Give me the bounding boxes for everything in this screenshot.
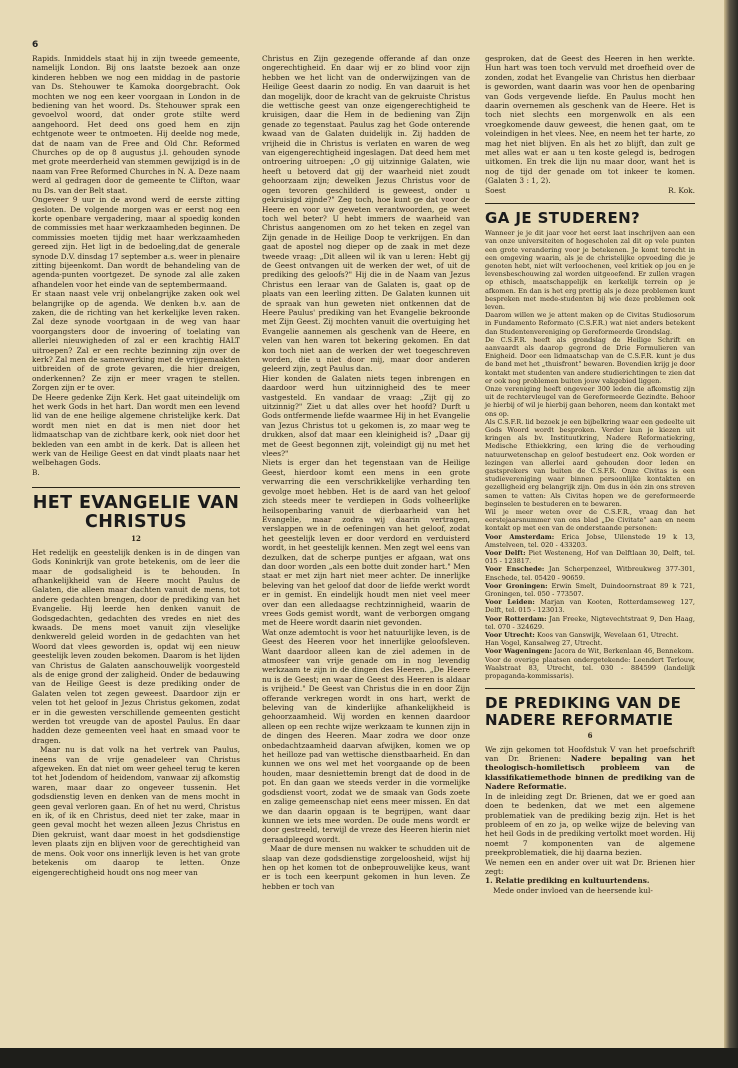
signature-name: R. Kok. <box>668 185 695 195</box>
section-heading: DE PREDIKING VAN DE NADERE REFORMATIE <box>485 694 682 730</box>
section-number: 6 <box>587 731 593 741</box>
contact-line: Voor Wageningen: Jacora de Wit, Berkenlaan 46, Bennekom. <box>485 647 694 656</box>
signature: B. <box>32 467 40 477</box>
paragraph: Daarom willen we je attent maken op de Civitas Studiosorum in Fundamento Reformato (C.S.F.R.) wat niet anders betekent dan Studentenvereniging op Gereformeerde Grondslag. <box>485 311 695 336</box>
contact-line: Voor Rotterdam: Jan Freeke, Nigtevechtstraat 9, Den Haag, tel. 070 - 324629. <box>485 614 695 631</box>
paragraph: De Heere gedenke Zijn Kerk. Het gaat uiteindelijk om het werk Gods in het hart. Dan wordt men een levend lid van de ene heilige algemene christelijke kerk. Dat wordt men niet en dat is men niet door het lidmaatschap van de zichtbare kerk, ook niet door het bekleden van een ambt in de kerk. Dat is alleen het werk van de Heilige Geest en dat vindt plaats naar het welbehagen Gods. <box>32 392 240 468</box>
section-heading: GA JE STUDEREN? <box>485 209 641 228</box>
paragraph: Wat onze ademtocht is voor het natuurlijke leven, is de Geest des Heeren voor het innerlijke geloofsleven. Want daardoor alleen kan de ziel ademen in de atmosfeer van vrije genade om in nog levendig werkzaam te zijn in de dingen des Heeren. „De Heere nu is de Geest; en waar de Geest des Heeren is aldaar is vrijheid." De Geest van Christus die in en door Zijn offerande verkregen wordt in ons hart, werkt de beleving van de kinderlijke afhankelijkheid is gehoorzaamheid. Wij worden en kennen daardoor alleen op een rechte wijze werkzaam te kunnen zijn in de dingen des Heeren. Maar zodra we door onze onbedachtzaamheid daarvan afwijken, komen we op het heilloze pad van wettische dienstbaarheid. En dan kunnen we ons wel met het voorgaande op de been houden, maar desniettemin brengt dat de dood in de pot. En dan gaan we steeds verder in die vormelijke godsdienst voort, zodat we de smaak van Gods zoete en zalige gemeenschap niet eens meer missen. En dat we dan daarin opgaan is te begrijpen, want daar kunnen we iets mee worden. De oude mens wordt er door gestreeld, terwijl de vreze des Heeren hierin niet geraadpleegd wordt. <box>262 627 470 844</box>
section-number: 12 <box>131 534 141 544</box>
signature-line <box>485 186 695 195</box>
page-number: 6 <box>32 40 39 50</box>
paragraph: De C.S.F.R. heeft als grondslag de Heilige Schrift en aanvaardt als daarop gegrond de Drie Formulieren van Enigheid. Door een lidmaatschap van de C.S.F.R. kunt je dus de band met het „thuisfront" bewaren. Bovendien krijg je door kontakt met studenten van andere studierichtingen te zien dat er ook nog problemen buiten jouw vakgebied liggen. <box>485 335 695 385</box>
paragraph: gesproken, dat de Geest des Heeren in hen werkte. Hun hart was toen toch vervuld met droefheid over de zonden, zodat het Evangelie van Christus hen dierbaar is geworden, want daarin was voor hen de openbaring van Gods vergevende liefde. En Paulus mocht hen daarin overnemen als geschenk van de Heere. Het is toch niet slechts een morgenwolk en als een vroegkomende dauw geweest, die henen gaat, om te voleindigen in het vlees. Nee, en neem het ter harte, zo mag het niet blijven. En als het zo blijft, dan zult ge met alles wat er aan u ten koste gelegd is, bedrogen uitkomen. En trek die lijn nu maar door, want het is nog de tijd der genade om tot inkeer te komen. (Galaten 3 : 1, 2). <box>485 54 695 186</box>
contact-line: Voor Delft: Piet Westeneng, Hof van Delftlaan 30, Delft, tel. 015 - 123817. <box>485 549 695 566</box>
paragraph: We zijn gekomen tot Hoofdstuk V van het proefschrift van Dr. Brienen: Nadere bepaling van het theologisch-homiletisch probleem van de klassifikatiemethode binnen de prediking van de Nadere Reformatie. <box>485 744 695 792</box>
divider <box>32 487 240 488</box>
studeren-article <box>485 229 695 680</box>
paragraph: Maar nu is dat volk na het vertrek van Paulus, ineens van de vrije genadeleer van Christus afgeweken. En dat niet om weer geheel terug te keren tot het Jodendom of heidendom, vanwaar zij afkomstig waren, maar daar zo ongeveer tussenin. Het godsdienstig leven en denken van de mens mocht in geen geval verloren gaan. En of het nu werd, Christus en ik, of ik en Christus, deed niet ter zake, maar in geen geval mocht het wezen alleen Jezus Christus en Dien gekruist, want daar moest in het godsdienstige leven plaats zijn en blijven voor de gerechtigheid van de mens. Ook voor ons innerlijk leven is het van grote betekenis om daarop te letten. Onze eigengerechtigheid houdt ons nog meer van <box>32 745 240 877</box>
paragraph: Niets is erger dan het tegenstaan van de Heilige Geest, hierdoor komt een mens in een grote verwarring die een verschrikkelijke verharding ten gevolge moet hebben. Het is de aard van het geloof zich steeds meer te verdiepen in Gods volheerlijke heilsopenbaring vanuit de dierbaarheid van het Evangelie, maar zodra wij daarin vertragen, verslappen we in de oefeningen van het geloof, zodat het geestelijk leven er door verdord en verduisterd wordt, in het geestelijk kennen. Men zegt wel eens van dezulken, dat de scherpe puntjes er afgaan, wat ons dan door worden „als een botte duit zonder hart." Men staat er met zijn hart niet meer achter. De innerlijke beleving van het geloof dat door de liefde werkt wordt er in gemist. En eindelijk houdt men niet veel meer over dan een alledaagse rechtzinnigheid, waarin de vrees Gods gemist wordt, want de verborgen omgang met de Heere wordt daarin niet gevonden. <box>262 458 470 628</box>
scan-edge <box>0 1048 738 1068</box>
section-heading: HET EVANGELIE VAN CHRISTUS <box>32 493 240 533</box>
paragraph: Christus en Zijn gezegende offerande af dan onze ongerechtigheid. En daar wij er zo blind voor zijn hebben we het licht van de onderwijzingen van de Heilige Geest daarin zo nodig. En van daaruit is het dan mogelijk, door de kracht van de gekruiste Christus die wettische geest van onze eigengerechtigheid te kruisigen, daar die Hem in de bediening van Zijn genade zo tegenstaat. Paulus zag het Gode onterende kwaad van de Galaten duidelijk in. Zij hadden de vrijheid die in Christus is verlaten en waren de weg van eigengerechtigheid ingeslagen. Dat deed hem met ontroering uitroepen: „O gij uitzinnige Galaten, wie heeft u betoverd dat gij der waarheid niet zoudt gehoorzaam zijn; dewelken Jezus Christus voor de ogen tevoren geschilderd is geweest, onder u gekruisigd zijnde?" Zeg toch, hoe kunt ge dat voor de Heere en voor uw geweten verantwoorden, ge weet toch wel beter? U hebt immers de waarheid van Christus aangenomen om zo het teken en zegel van Zijn genade in de Heilige Doop te verkrijgen. En dan gaat de apostel nog dieper op de zaak in met deze tweede vraag: „Dit alleen wil ik van u leren: Hebt gij de Geest ontvangen uit de werken der wet, of uit de prediking des geloofs?" Hij die in de Naam van Jezus Christus een leraar van de Galaten is, gaat op de plaats van een leerling zitten. De Galaten kunnen uit de spraak van hun geweten niet ontkennen dat de Heere Paulus' prediking van het Evangelie bekroonde met Zijn Geest. Zij mochten vanuit die overtuiging het Evangelie aannemen als geschenk van de Heere, en velen van hen waren tot bekering gekomen. En dat kon toch niet aan de werken der wet toegeschreven worden, die u niet door mij, maar door anderen geleerd zijn, zegt Paulus dan. <box>262 54 470 374</box>
paragraph: We nemen een en ander over uit wat Dr. Brienen hier zegt: <box>485 857 695 876</box>
column-1 <box>32 54 240 877</box>
paragraph: Voor de overige plaatsen ondergetekende: Leendert Terlouw, Waalstraat 83, Utrecht, tel. 030 - 884599 (landelijk propaganda-kommissaris). <box>485 655 695 681</box>
paragraph: Wanneer je je dit jaar voor het eerst laat inschrijven aan een van onze universiteiten of hogescholen zal dit op vele punten een grote verandering voor je betekenen. Je komt terecht in een omgeving waarin, als je de christelijke opvoeding die je genoten hebt, niet wilt verloochenen, veel kritiek op jou en je levensbeschouwing zal worden uitgeoefend. Er zullen vragen op ethisch, maatschappelijk en kerkelijk terrein op je afkomen. En dan is het erg prettig als je deze problemen kunt bespreken met mede-studenten bij wie deze problemen ook leven. <box>485 229 695 311</box>
paragraph: Onze vereniging heeft ongeveer 300 leden die afkomstig zijn uit de rechtervleugel van de Gereformeerde Gezindte. Behoor je hierbij of wil je hierbij gaan behoren, neem dan kontakt met ons op. <box>485 384 695 418</box>
paragraph: Rapids. Inmiddels staat hij in zijn tweede gemeente, namelijk London. Bij ons laatste bezoek aan onze kinderen hebben we nog een middag in de pastorie van Ds. Stehouwer te Kamoka doorgebracht. Ook mochten we nog een keer voorgaan in London in de bediening van het woord. Ds. Stehouwer sprak een gevoelvol woord, dat onder grote stilte werd aangehoord. Het deed ons goed hem en zijn echtgenote weer te ontmoeten. Hij deelde nog mede, dat de naam van de Free and Old Chr. Reformed Churches op de op 8 augustus j.l. gehouden synode met grote meerderheid van stemmen gewijzigd is in de naam van Free Reformed Churches in N. A. Deze naam werd al gedragen door de gemeente te Clifton, waar nu Ds. van der Belt staat. <box>32 54 240 195</box>
contact-line: Voor Leiden: Marjan van Kooten, Rotterdamseweg 127, Delft, tel. 015 - 123013. <box>485 598 695 615</box>
paragraph: Hier konden de Galaten niets tegen inbrengen en daardoor werd hun uitzinnigheid des te meer vastgesteld. En vandaar de vraag: „Zijt gij zo uitzinnig?" Ziet u dat alles over het hoofd? Durft u Gods ontfermende liefde waarmee Hij in het Evangelie van Jezus Christus tot u gekomen is, zo maar weg te drukken, alsof dat maar een kleinigheid is? „Daar gij met de Geest begonnen zijt, voleindigt gij nu met het vlees?" <box>262 373 470 459</box>
contact-line: Han Vogel, Kansalweg 27, Utrecht. <box>485 639 603 648</box>
binding-spine <box>724 0 738 1068</box>
column-2 <box>262 54 470 891</box>
paragraph: Als C.S.F.R. lid bezoek je een bijbelkring waar een gedeelte uit Gods Woord wordt besproken. Verder kun je kiezen uit kringen als bv. Instituutkring, Nadere Reformatiekring, Medische Ethiekkring, een kring die de verhouding natuurwetenschap en geloof bestudeert enz. Ook worden er lezingen van allerlei aard gehouden door leden en gastsprekers van buiten de C.S.F.R. Onze Civitas is een studievereniging waar binnen persoonlijke kontakten en gezelligheid erg belangrijk zijn. Om dus in één zin ons streven samen te vatten: Als Civitas hopen we de gereformeerde beginselen te bestuderen en te bewaren. <box>485 417 695 508</box>
paragraph: In de inleiding zegt Dr. Brienen, dat we er goed aan doen te bedenken, dat we met een algemene problematiek van de prediking bezig zijn. Het is het probleem of en zo ja, op welke wijze de beleving van het heil Gods in de prediking vertolkt moet worden. Hij noemt 7 komponenten van de algemene preekproblematiek, die hij daarna bezien. <box>485 791 695 858</box>
divider <box>485 203 695 204</box>
paragraph: Mede onder invloed van de heersende kul- <box>493 885 653 895</box>
paragraph: Het redelijk en geestelijk denken is in de dingen van Gods Koninkrijk van grote betekenis, om de leer die maar de godsaligheid is te behouden. In afhankelijkheid van de Heere mocht Paulus de Galaten, die alleen maar dachten vanuit de mens, tot andere gedachten brengen, door de prediking van het Evangelie. Hij leerde hen denken vanuit de Godsgedachten, gedachten des vredes en niet des kwaads. De mens moet vanuit zijn vleselijke denkwereld geleid worden in de gedachten van het Woord dat vlees geworden is, opdat wij een nieuw geestelijk leven zouden bekomen. Daarom is het lijden van Christus de Galaten aanschouwelijk voorgesteld als de enige grond der zaligheid. Onder de bedauwing van de Heilige Geest is deze prediking onder de Galaten velen tot zegen geweest. Daardoor zijn er velen tot het geloof in Jezus Christus gekomen, zodat er in die gewesten verschillende gemeenten gesticht werden tot vreugde van de apostel Paulus. En daar hadden deze gemeenten veel haat en smaad voor te dragen. <box>32 547 240 745</box>
column-3 <box>485 54 695 895</box>
signature-place: Soest <box>485 185 506 195</box>
subheading: 1. Relatie prediking en kultuurtendens. <box>485 876 650 886</box>
paragraph: Ongeveer 9 uur in de avond werd de eerste zitting gesloten. De volgende morgen was er eerst nog een korte openbare vergadering, maar al spoedig konden de commissies met haar werkzaamheden beginnen. De commissies moeten tijdig met haar werkzaamheden gereed zijn. Het ligt in de bedoeling,dat de generale synode D.V. dinsdag 17 september a.s. weer in plenaire zitting bijeenkomt. Dan wordt de behandeling van de agenda-punten voortgezet. De synode zal alle zaken afhandelen voor het einde van de septembermaand. <box>32 195 240 289</box>
contact-line: Voor Utrecht: Koos van Ganswijk, Wevelaan 61, Utrecht. <box>485 631 679 640</box>
paragraph: Maar de dure mensen nu wakker te schudden uit de slaap van deze godsdienstige zorgeloosheid, wijst hij hen op het komen tot de onbeprouwelijke keus, want er is toch een keerpunt gekomen in hun leven. Ze hebben er toch van <box>262 844 470 891</box>
contact-line: Voor Enschede: Jan Scherpenzeel, Witbreukweg 377-301, Enschede, tel. 05420 - 90659. <box>485 565 695 582</box>
contact-line: Voor Amsterdam: Erica Jobse, Uilenstede 19 k 13, Amstelveen, tel. 020 - 433203. <box>485 532 695 549</box>
paragraph: Wil je meer weten over de C.S.F.R., vraag dan het eerstejaarsnummer van ons blad „De Civitate" aan en neem kontakt op met een van de onderstaande personen: <box>485 508 695 533</box>
contact-line: Voor Groningen: Erwin Smelt, Duindoornstraat 89 k 721, Groningen, tel. 050 - 773507. <box>485 581 695 599</box>
divider <box>485 688 695 689</box>
paragraph: Er staan naast vele vrij onbelangrijke zaken ook wel belangrijke op de agenda. We denken b.v. aan de zaken, die de richting van het kerkelijke leven raken. Zal deze synode voortgaan in de weg van haar voorgangsters door de invoering of toelating van allerlei nieuwigheden of zal er een krachtig HALT uitroepen? Zal er een rechte bezinning zijn over de kerk? Zal men de samenwerking met de vrijgemaakten uitbreiden of de grote gevaren, die hier dreigen, onderkennen? Ze zijn er meer vragen te stellen. Zorgen zijn er te over. <box>32 289 240 393</box>
